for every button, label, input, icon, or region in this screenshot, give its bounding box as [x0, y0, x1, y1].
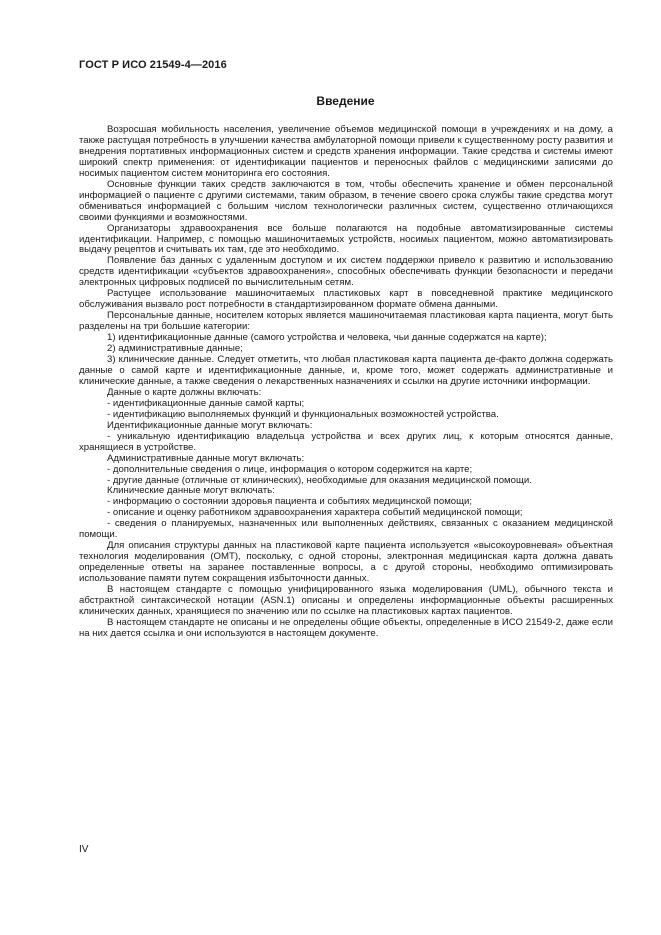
- paragraph: Возросшая мобильность населения, увеличение объемов медицинской помощи в учреждениях и на дому, а также растущая потребность в улучшении качества амбулаторной помощи привели к существенному росту развития и внедрения портативных информационных систем и средств хранения информации. Такие средства и системы имеют широкий спектр применения: от идентификации пациентов и переносных файлов с медицинскими записями до носимых пациентом систем мониторинга его состояния.: [79, 124, 613, 179]
- paragraph: Для описания структуры данных на пластиковой карте пациента используется «высокоуровневая» объектная технология моделирования (ОМТ), поскольку, с одной стороны, электронная медицинская карта должна давать определенные ответы на заранее поставленные вопросы, а с другой стороны, необходимо оптимизировать использование памяти путем сокращения избыточности данных.: [79, 540, 613, 585]
- paragraph: Идентификационные данные могут включать:: [107, 419, 313, 431]
- list-item: - уникальную идентификацию владельца устройства и всех других лиц, к которым относятся данные, хранящиеся в устройстве.: [79, 430, 613, 453]
- paragraph: Персональные данные, носителем которых является машиночитаемая пластиковая карта пациента, могут быть разделены на три большие категории:: [79, 310, 613, 333]
- paragraph: Основные функции таких средств заключаются в том, чтобы обеспечить хранение и обмен персональной информацией о пациенте с другими системами, таким образом, в течение своего срока службы такие средства могут обмениваться информацией с большим числом технологически различных систем, существенно отличающихся своими функциями и возможностями.: [79, 178, 613, 223]
- page-number: IV: [79, 844, 89, 855]
- list-item: - дополнительные сведения о лице, информация о котором содержится на карте;: [107, 463, 473, 475]
- paragraph: Растущее использование машиночитаемых пластиковых карт в повседневной практике медицинского обслуживания вызвало рост потребности в стандартизированном формате обмена данными.: [79, 288, 613, 311]
- section-title: Введение: [316, 94, 375, 108]
- standard-code-header: ГОСТ Р ИСО 21549-4—2016: [79, 59, 227, 71]
- paragraph: Появление баз данных с удаленным доступом и их систем поддержки привело к развитию и использованию средств идентификации «субъектов здравоохранения», способных обеспечивать функции безопасности и передачи электронных цифровых подписей по вычислительным сетям.: [79, 255, 613, 289]
- paragraph: Клинические данные могут включать:: [107, 485, 275, 497]
- list-item: - другие данные (отличные от клинических), необходимые для оказания медицинской помощи.: [107, 474, 532, 486]
- paragraph: Организаторы здравоохранения все больше полагаются на подобные автоматизированные системы идентификации. Например, с помощью машиночитаемых устройств, носимых пациентом, можно автоматизировать выдачу рецептов и считывать их там, где это необходимо.: [79, 222, 613, 256]
- list-item: - идентификационные данные самой карты;: [107, 397, 305, 409]
- list-item: - информацию о состоянии здоровья пациента и событиях медицинской помощи;: [107, 496, 473, 508]
- paragraph: В настоящем стандарте не описаны и не определены общие объекты, определенные в ИСО 21549-2, даже если на них дается ссылка и они используются в настоящем документе.: [79, 616, 613, 639]
- list-item: - идентификацию выполняемых функций и функциональных возможностей устройства.: [107, 408, 499, 420]
- list-item: 3) клинические данные. Следует отметить, что любая пластиковая карта пациента де-факто должна содержать данные о самой карте и идентификационные данные, и, кроме того, может содержать административные и клинические данные, а также сведения о лекарственных назначениях и ссылки на другие источники информации.: [79, 354, 613, 387]
- paragraph: Данные о карте должны включать:: [107, 386, 262, 398]
- list-item: - описание и оценку работником здравоохранения характера событий медицинской помощи;: [107, 507, 523, 519]
- list-item: 1) идентификационные данные (самого устройства и человека, чьи данные содержатся на карте);: [107, 332, 547, 344]
- body-text: [79, 125, 613, 640]
- list-item: 2) административные данные;: [107, 343, 243, 355]
- paragraph: В настоящем стандарте с помощью унифицированного языка моделирования (UML), обычного текста и абстрактной синтаксической нотации (ASN.1) описаны и определены информационные объекты расширенных клинических данных, хранящиеся по значению или по ссылке на пластиковых картах пациентов.: [79, 584, 613, 617]
- paragraph: Административные данные могут включать:: [107, 452, 305, 464]
- list-item: - сведения о планируемых, назначенных или выполненных действиях, связанных с оказанием медицинской помощи.: [79, 518, 613, 541]
